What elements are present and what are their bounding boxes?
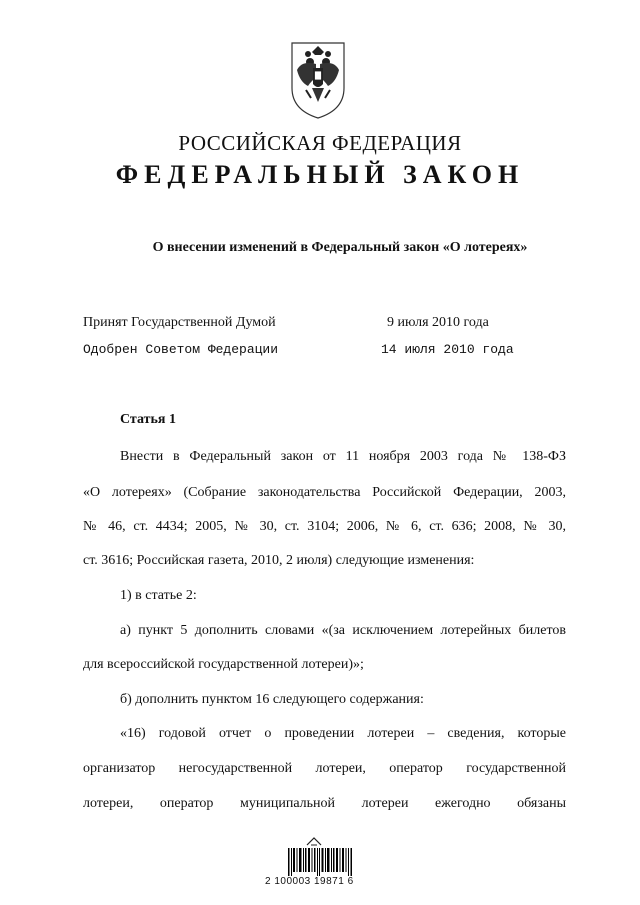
article-line: «16) годовой отчет о проведении лотереи – сведения, которые xyxy=(120,726,566,741)
duma-adoption-label: Принят Государственной Думой xyxy=(83,315,276,330)
council-approval-date: 14 июля 2010 года xyxy=(381,342,514,357)
article-line: организатор негосударственной лотереи, оператор государственной xyxy=(83,761,566,776)
coat-of-arms-emblem xyxy=(288,40,348,120)
council-approval-label: Одобрен Советом Федерации xyxy=(83,342,279,357)
barcode-number: 2 100003 19871 6 xyxy=(265,876,354,887)
article-title: Статья 1 xyxy=(120,412,176,427)
article-line: № 46, ст. 4434; 2005, № 30, ст. 3104; 2006, № 6, ст. 636; 2008, № 30, xyxy=(83,519,566,534)
article-line: б) дополнить пунктом 16 следующего содержания: xyxy=(120,692,424,707)
barcode-mark-icon xyxy=(305,834,323,846)
barcode-image xyxy=(288,848,352,876)
article-line: лотереи, оператор муниципальной лотереи ежегодно обязаны xyxy=(83,796,566,811)
article-line: а) пункт 5 дополнить словами «(за исключением лотерейных билетов xyxy=(120,623,566,638)
article-line: Внести в Федеральный закон от 11 ноября 2003 года № 138-ФЗ xyxy=(120,449,566,464)
article-line: для всероссийской государственной лотереи)»; xyxy=(83,657,364,672)
article-line: ст. 3616; Российская газета, 2010, 2 июля) следующие изменения: xyxy=(83,553,475,568)
duma-adoption-date: 9 июля 2010 года xyxy=(387,315,489,330)
law-subject-title: О внесении изменений в Федеральный закон «О лотереях» xyxy=(152,240,528,255)
country-title: РОССИЙСКАЯ ФЕДЕРАЦИЯ xyxy=(178,131,462,155)
article-line: «О лотереях» (Собрание законодательства Российской Федерации, 2003, xyxy=(83,485,566,500)
document-type-title: ФЕДЕРАЛЬНЫЙ ЗАКОН xyxy=(115,160,525,189)
article-line: 1) в статье 2: xyxy=(120,588,197,603)
